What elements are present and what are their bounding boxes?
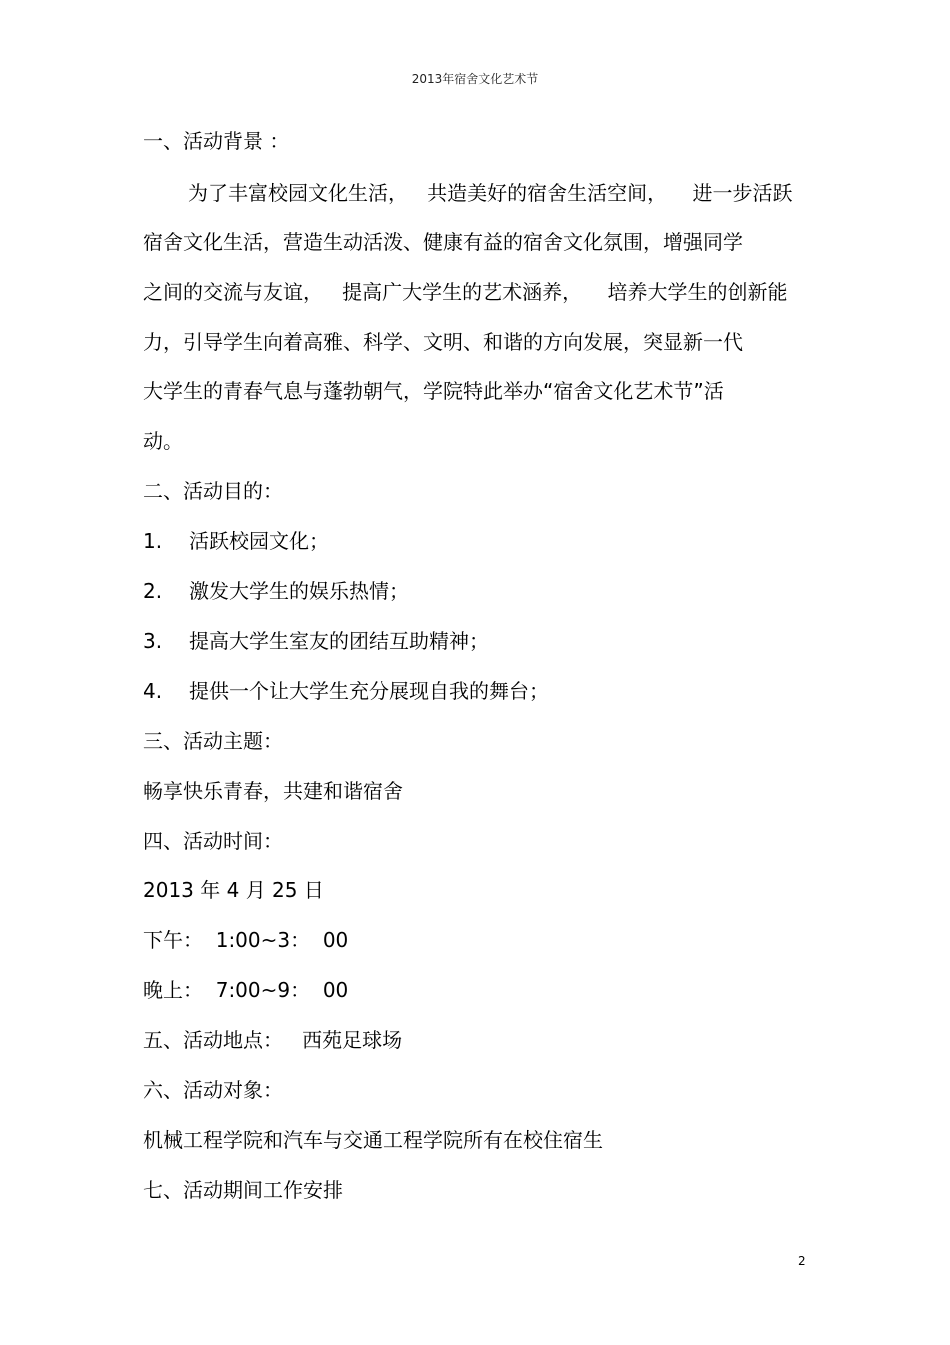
paragraph-line: 力，引导学生向着高雅、科学、文明、和谐的方向发展，突显新一代 [143,330,743,354]
list-number: 2. [143,579,163,603]
afternoon-time: 下午： 1:00~3： 00 [143,928,349,952]
list-number: 4. [143,679,163,703]
list-item [143,528,329,554]
page-header: 2013年宿舍文化艺术节 [411,72,539,86]
event-date: 2013 年 4 月 25 日 [143,878,324,902]
section-6-heading: 六、活动对象： [143,1078,283,1102]
paragraph-line: 大学生的青春气息与蓬勃朝气，学院特此举办“宿舍文化艺术节”活 [143,379,724,403]
list-number: 3. [143,629,163,653]
list-item [143,578,409,604]
evening-time: 晚上： 7:00~9： 00 [143,978,349,1002]
paragraph-line: 动。 [143,429,183,453]
list-text: 激发大学生的娱乐热情； [189,579,409,603]
paragraph-line: 之间的交流与友谊， 提高广大学生的艺术涵养， 培养大学生的创新能 [143,280,788,304]
list-text: 活跃校园文化； [189,529,329,553]
list-text: 提高大学生室友的团结互助精神； [189,629,489,653]
paragraph-line: 为了丰富校园文化生活， 共造美好的宿舍生活空间， 进一步活跃 [188,181,793,205]
section-7-heading: 七、活动期间工作安排 [143,1178,343,1202]
list-item [143,678,549,704]
list-text: 提供一个让大学生充分展现自我的舞台； [189,679,549,703]
page-number: 2 [798,1254,806,1268]
participants-text: 机械工程学院和汽车与交通工程学院所有在校住宿生 [143,1128,603,1152]
section-2-heading: 二、活动目的： [143,479,283,503]
paragraph-line: 宿舍文化生活，营造生动活泼、健康有益的宿舍文化氛围，增强同学 [143,230,743,254]
section-5-location: 五、活动地点： 西苑足球场 [143,1028,403,1052]
theme-text: 畅享快乐青春，共建和谐宿舍 [143,779,403,803]
list-item [143,628,489,654]
section-1-heading: 一、活动背景 ： [143,129,290,153]
list-number: 1. [143,529,163,553]
section-3-heading: 三、活动主题： [143,729,283,753]
section-4-heading: 四、活动时间： [143,829,283,853]
